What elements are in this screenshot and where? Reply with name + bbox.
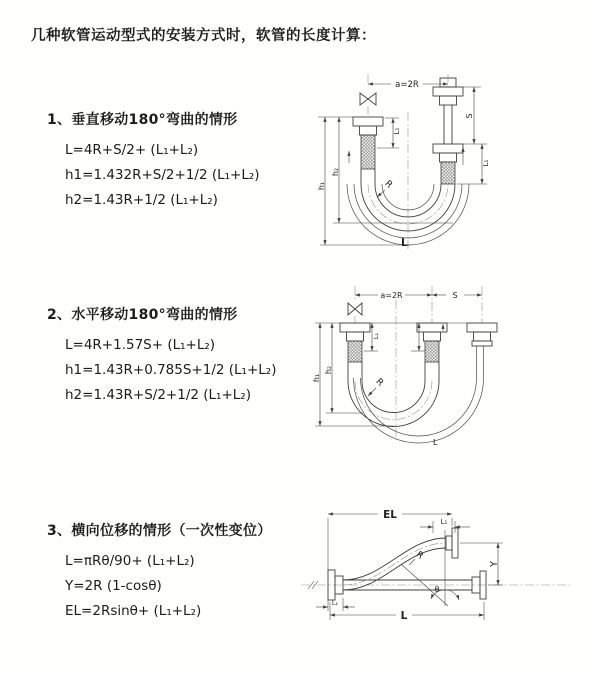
formula-el: EL=2Rsinθ+ (L₁+L₂) xyxy=(65,603,202,619)
formula-h1: h1=1.432R+S/2+1/2 (L₁+L₂) xyxy=(65,167,260,183)
dim-s xyxy=(432,291,482,300)
dim-l1-bottom xyxy=(316,598,355,611)
diagram-horizontal-180 xyxy=(306,278,598,456)
dim-label-s: S xyxy=(465,113,474,119)
dim-label-s: S xyxy=(452,291,458,300)
section-3-heading: 3、横向位移的情形（一次性变位） xyxy=(47,523,272,539)
radius-callout xyxy=(377,179,394,197)
dim-label-y: Y xyxy=(489,561,500,567)
dim-l1-right xyxy=(457,144,490,184)
dim-label-l1-left: L₁ xyxy=(393,127,401,135)
radius-callout xyxy=(368,377,385,396)
angle-label: θ xyxy=(434,585,440,594)
dim-label-l1-bottom: L₁ xyxy=(331,599,339,607)
formula-h2: h2=1.43R+1/2 (L₁+L₂) xyxy=(65,192,218,208)
angle-construction xyxy=(401,530,459,606)
dim-label-a2r: a=2R xyxy=(380,291,403,300)
formula-l: L=πRθ/90+ (L₁+L₂) xyxy=(65,553,195,569)
dim-label-l1-top: L₁ xyxy=(440,518,448,526)
radius-callout xyxy=(409,550,425,565)
middle-flange-assembly xyxy=(417,323,447,381)
centerlines xyxy=(355,286,482,440)
dim-label-a2r: a=2R xyxy=(395,80,419,90)
dim-h2 xyxy=(331,117,453,223)
diagram-vertical-180 xyxy=(313,66,581,262)
left-flange-assembly xyxy=(340,323,370,381)
centerlines xyxy=(368,74,448,250)
radius-label: R xyxy=(413,549,425,562)
section-vertical-180 xyxy=(47,112,260,213)
radius-label: R xyxy=(373,376,386,389)
dim-label-l1: L₁ xyxy=(372,332,380,340)
dim-l-bottom xyxy=(330,602,484,622)
formula-y: Y=2R (1-cosθ) xyxy=(65,578,162,594)
dim-label-h1: h₁ xyxy=(317,181,326,191)
valve-icon xyxy=(360,93,376,105)
section-lateral-displacement xyxy=(47,523,272,624)
page-title: 几种软管运动型式的安装方式时，软管的长度计算： xyxy=(31,28,376,44)
hose-u-bend xyxy=(348,378,484,443)
section-2-heading: 2、水平移动180°弯曲的情形 xyxy=(47,307,238,323)
right-flange-assembly xyxy=(433,78,463,184)
section-horizontal-180 xyxy=(47,307,276,408)
displaced-hose xyxy=(343,528,458,590)
left-flange-assembly xyxy=(353,117,383,184)
length-label: L xyxy=(401,237,408,249)
diagram-lateral-displacement xyxy=(298,498,583,658)
length-label: L xyxy=(433,438,438,447)
formula-l: L=4R+1.57S+ (L₁+L₂) xyxy=(65,337,216,353)
right-flange-assembly xyxy=(467,323,497,378)
dim-label-l: L xyxy=(400,610,408,622)
dim-label-l1-right: L₁ xyxy=(482,159,490,167)
dim-a2r xyxy=(355,291,432,300)
dim-label-h1: h₁ xyxy=(312,373,321,383)
formula-h2: h2=1.43R+S/2+1/2 (L₁+L₂) xyxy=(65,387,251,403)
section-1-heading: 1、垂直移动180°弯曲的情形 xyxy=(47,112,238,128)
dim-y xyxy=(460,543,503,585)
radius-label: R xyxy=(382,178,395,191)
dim-h1 xyxy=(312,323,467,426)
dim-label-h2: h₂ xyxy=(324,365,333,375)
dim-label-h2: h₂ xyxy=(331,167,340,177)
formula-l: L=4R+S/2+ (L₁+L₂) xyxy=(65,142,199,158)
valve-icon xyxy=(348,303,362,315)
formula-h1: h1=1.43R+0.785S+1/2 (L₁+L₂) xyxy=(65,362,277,378)
dim-a2r xyxy=(368,80,448,90)
dim-l1 xyxy=(364,323,380,351)
dim-label-el: EL xyxy=(383,509,397,521)
dim-s-right xyxy=(463,87,487,144)
